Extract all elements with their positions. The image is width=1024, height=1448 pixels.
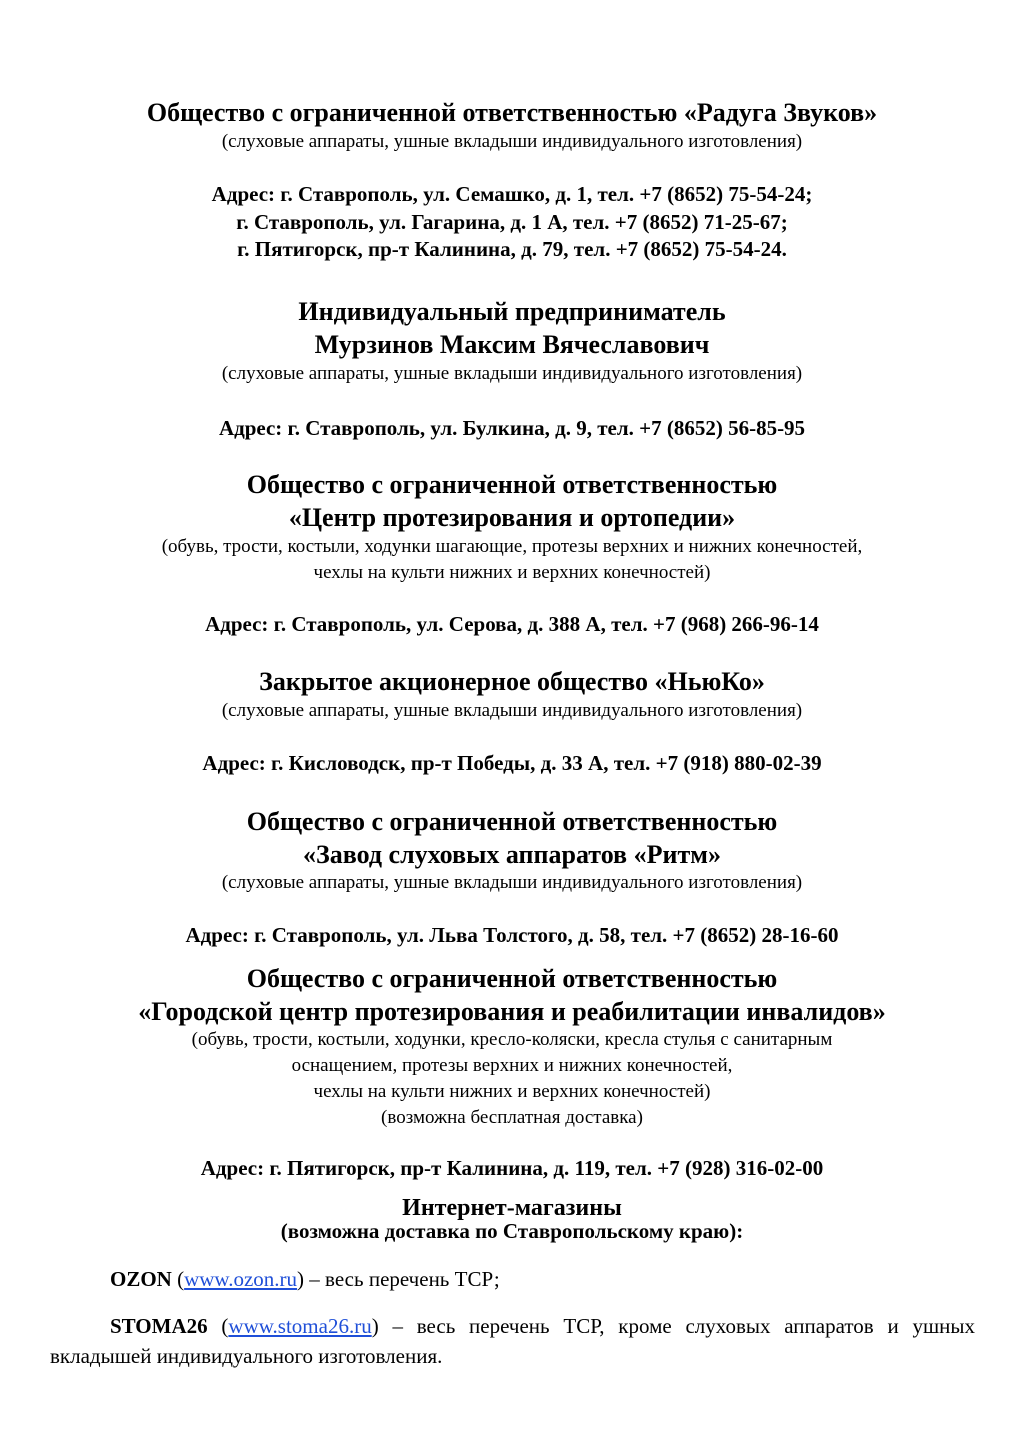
org6-description-4: (возможна бесплатная доставка) bbox=[381, 1107, 643, 1128]
org1-address-2: г. Ставрополь, ул. Гагарина, д. 1 А, тел. +7 (8652) 71-25-67; bbox=[236, 210, 788, 234]
org5-title-line-1: Общество с ограниченной ответственностью bbox=[246, 807, 778, 836]
org5-address: Адрес: г. Ставрополь, ул. Льва Толстого, д. 58, тел. +7 (8652) 28-16-60 bbox=[185, 923, 839, 947]
org6-title-line-1: Общество с ограниченной ответственностью bbox=[246, 964, 778, 993]
org5-title-line-2: «Завод слуховых аппаратов «Ритм» bbox=[303, 840, 721, 869]
stoma26-open-paren: ( bbox=[207, 1314, 229, 1338]
org3-description-1: (обувь, трости, костыли, ходунки шагающие, протезы верхних и нижних конечностей, bbox=[161, 536, 863, 557]
org4-description: (слуховые аппараты, ушные вкладыши индивидуального изготовления) bbox=[221, 700, 803, 721]
online-shops-title: Интернет-магазины bbox=[402, 1195, 622, 1221]
org4-address: Адрес: г. Кисловодск, пр-т Победы, д. 33 А, тел. +7 (918) 880-02-39 bbox=[202, 751, 822, 775]
org1-title: Общество с ограниченной ответственностью «Радуга Звуков» bbox=[146, 98, 878, 127]
org6-title-line-2: «Городской центр протезирования и реабилитации инвалидов» bbox=[138, 997, 886, 1026]
online-shops-subtitle: (возможна доставка по Ставропольскому краю): bbox=[280, 1219, 744, 1243]
org2-address: Адрес: г. Ставрополь, ул. Булкина, д. 9, тел. +7 (8652) 56-85-95 bbox=[218, 416, 806, 440]
org2-description: (слуховые аппараты, ушные вкладыши индивидуального изготовления) bbox=[221, 363, 803, 384]
org1-description: (слуховые аппараты, ушные вкладыши индивидуального изготовления) bbox=[221, 131, 803, 152]
org5-description: (слуховые аппараты, ушные вкладыши индивидуального изготовления) bbox=[221, 872, 803, 893]
ozon-open-paren: ( bbox=[171, 1267, 185, 1291]
org4-title: Закрытое акционерное общество «НьюКо» bbox=[259, 667, 765, 696]
ozon-paragraph bbox=[50, 1264, 975, 1294]
org3-address: Адрес: г. Ставрополь, ул. Серова, д. 388 А, тел. +7 (968) 266-96-14 bbox=[205, 612, 819, 636]
org6-description-3: чехлы на культи нижних и верхних конечностей) bbox=[313, 1081, 711, 1102]
org1-address-1: Адрес: г. Ставрополь, ул. Семашко, д. 1, тел. +7 (8652) 75-54-24; bbox=[211, 182, 813, 206]
stoma26-name: STOMA26 bbox=[110, 1314, 208, 1338]
stoma26-link[interactable]: www.stoma26.ru bbox=[228, 1314, 372, 1338]
ozon-link[interactable]: www.ozon.ru bbox=[184, 1267, 298, 1291]
org6-description-2: оснащением, протезы верхних и нижних конечностей, bbox=[291, 1055, 733, 1076]
org6-description-1: (обувь, трости, костыли, ходунки, кресло-коляски, кресла стулья с санитарным bbox=[191, 1029, 833, 1050]
org1-address-3: г. Пятигорск, пр-т Калинина, д. 79, тел. +7 (8652) 75-54-24. bbox=[237, 237, 787, 261]
org6-address: Адрес: г. Пятигорск, пр-т Калинина, д. 119, тел. +7 (928) 316-02-00 bbox=[200, 1156, 824, 1180]
org3-title-line-2: «Центр протезирования и ортопедии» bbox=[288, 503, 736, 532]
org2-title-line-2: Мурзинов Максим Вячеславович bbox=[314, 330, 710, 359]
ozon-name: OZON bbox=[110, 1267, 172, 1291]
ozon-description: ) – весь перечень ТСР; bbox=[297, 1267, 500, 1291]
org2-title-line-1: Индивидуальный предприниматель bbox=[298, 297, 726, 326]
org3-title-line-1: Общество с ограниченной ответственностью bbox=[246, 470, 778, 499]
org3-description-2: чехлы на культи нижних и верхних конечностей) bbox=[313, 562, 711, 583]
stoma26-paragraph bbox=[50, 1311, 975, 1371]
stoma26-description: ) – весь перечень ТСР, кроме слуховых аппаратов и ушных вкладышей индивидуального изготовления. bbox=[50, 1314, 975, 1368]
